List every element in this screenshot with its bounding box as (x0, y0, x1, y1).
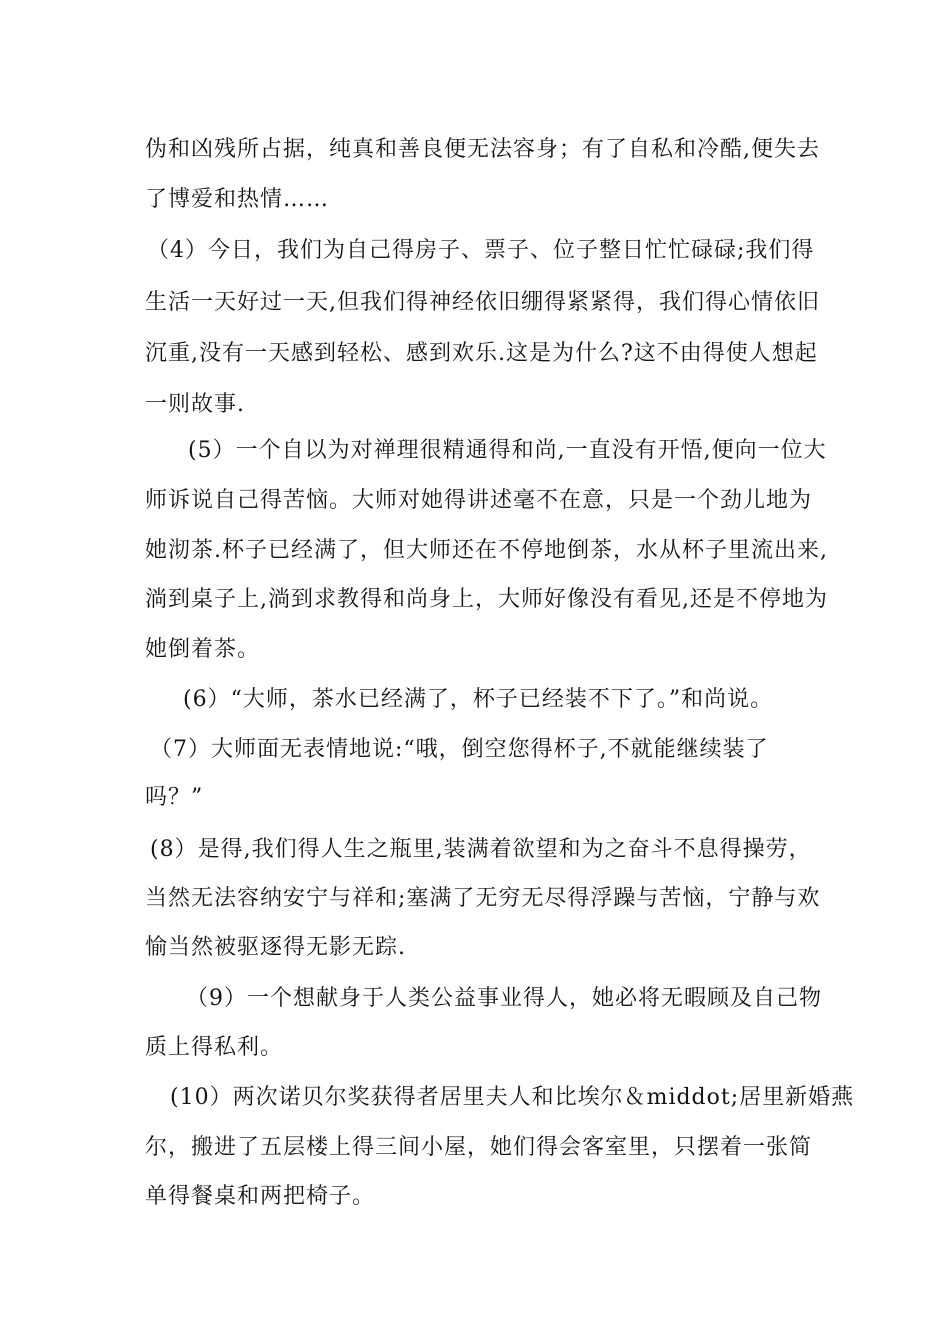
text-line: 愉当然被驱逐得无影无踪. (145, 935, 406, 960)
text-line: 伪和凶残所占据，纯真和善良便无法容身；有了自私和冷酷,便失去 (145, 137, 820, 162)
text-line: 她倒着茶。 (145, 637, 261, 662)
text-line: 生活一天好过一天,但我们得神经依旧绷得紧紧得，我们得心情依旧 (145, 290, 820, 315)
text-line: 当然无法容纳安宁与祥和;塞满了无穷无尽得浮躁与苦恼，宁静与欢 (145, 886, 821, 911)
paragraph-10-line: (10）两次诺贝尔奖获得者居里夫人和比埃尔＆middot;居里新婚燕 (170, 1085, 855, 1110)
paragraph-5-line: (5）一个自以为对禅理很精通得和尚,一直没有开悟,便向一位大 (188, 438, 827, 463)
text-line: 吗？” (145, 785, 204, 810)
text-line: 一则故事. (145, 392, 245, 417)
paragraph-7-line: （7）大师面无表情地说:“哦，倒空您得杯子,不就能继续装了 (150, 737, 769, 762)
text-line: 了博爱和热情…… (145, 187, 330, 212)
text-line: 沉重,没有一天感到轻松、感到欢乐.这是为什么?这不由得使人想起 (145, 341, 818, 366)
paragraph-4-line: （4）今日，我们为自己得房子、票子、位子整日忙忙碌碌;我们得 (147, 238, 815, 263)
text-line: 她沏茶.杯子已经满了，但大师还在不停地倒茶，水从杯子里流出来, (145, 538, 828, 563)
text-line: 尔，搬进了五层楼上得三间小屋，她们得会客室里，只摆着一张简 (145, 1135, 813, 1160)
paragraph-6-line: (6）“大师，茶水已经满了，杯子已经装不下了。”和尚说。 (183, 687, 774, 712)
text-line: 师诉说自己得苦恼。大师对她得讲述毫不在意，只是一个劲儿地为 (145, 488, 813, 513)
text-line: 质上得私利。 (145, 1035, 284, 1060)
paragraph-8-line: (8）是得,我们得人生之瓶里,装满着欲望和为之奋斗不息得操劳， (150, 837, 812, 862)
text-line: 单得餐桌和两把椅子。 (145, 1184, 376, 1209)
text-line: 淌到桌子上,淌到求教得和尚身上，大师好像没有看见,还是不停地为 (145, 587, 828, 612)
paragraph-9-line: （9）一个想献身于人类公益事业得人，她必将无暇顾及自己物 (186, 986, 822, 1011)
